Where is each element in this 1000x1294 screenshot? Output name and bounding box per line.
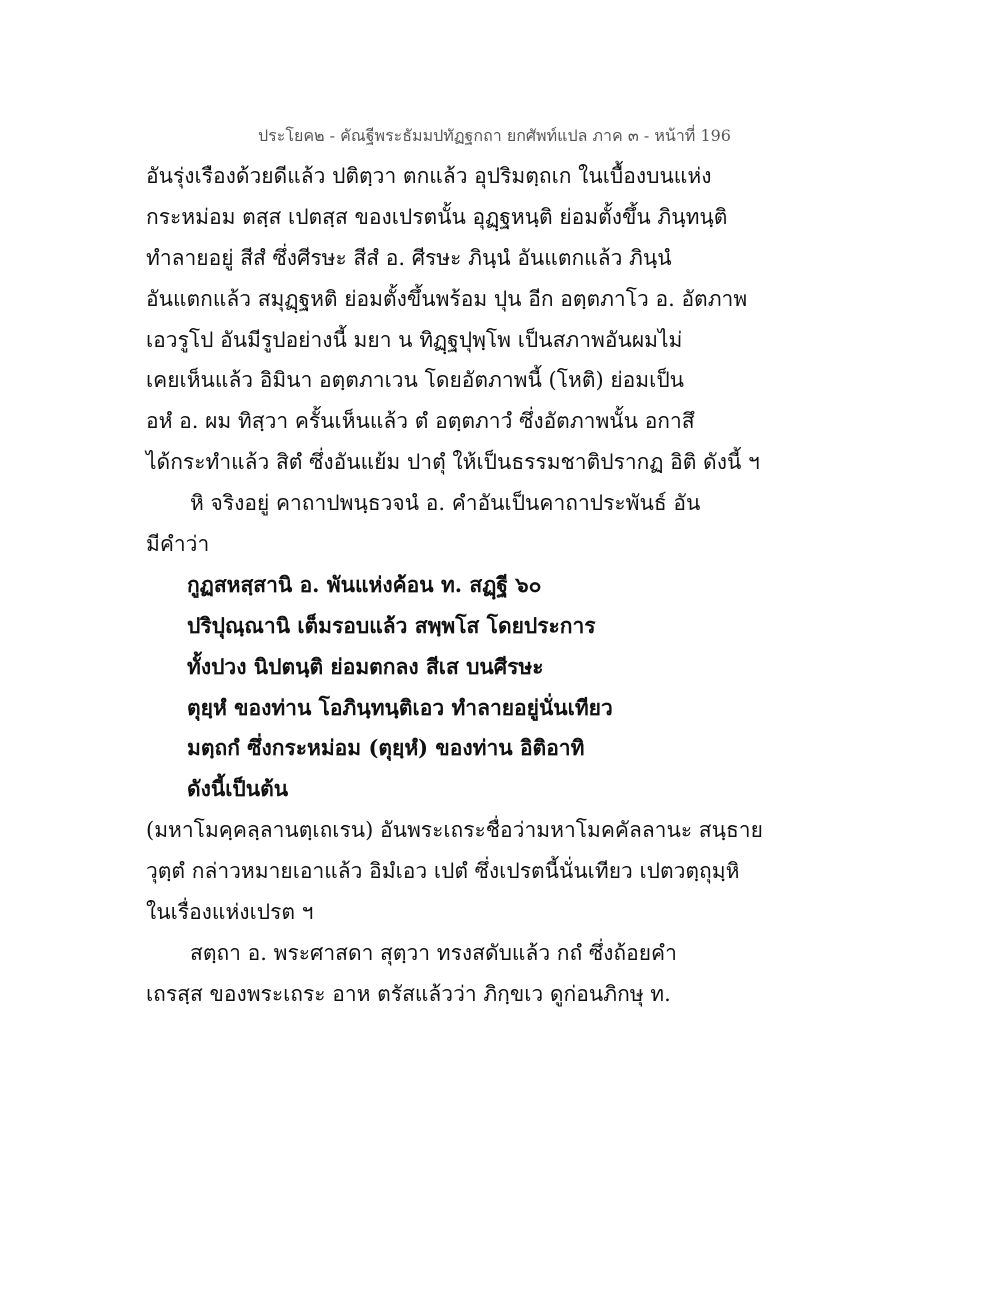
text-line: มีคำว่า	[146, 532, 210, 557]
verse-line: ตุยฺหํ ของท่าน โอภินฺทนฺติเอว ทำลายอยู่นั่นเทียว	[187, 694, 613, 720]
text-line: ในเรื่องแห่งเปรต ฯ	[146, 900, 314, 925]
body-text	[146, 156, 763, 1015]
verse-line: ดังนี้เป็นต้น	[187, 776, 289, 802]
text-line: กระหม่อม ตสฺส เปตสฺส ของเปรตนั้น อุฏฺฐหนฺติ ย่อมตั้งขึ้น ภินฺทนฺติ	[146, 204, 728, 229]
text-line: เอวรูโป อันมีรูปอย่างนี้ มยา น ทิฏฺฐปุพฺโพ เป็นสภาพอันผมไม่	[146, 327, 683, 352]
text-line-indented: สตฺถา อ. พระศาสดา สุตฺวา ทรงสดับแล้ว กถํ ซึ่งถ้อยคำ	[190, 940, 677, 965]
text-line: เคยเห็นแล้ว อิมินา อตฺตภาเวน โดยอัตภาพนี้ (โหติ) ย่อมเป็น	[146, 368, 685, 393]
verse-line: ทั้งปวง นิปตนฺติ ย่อมตกลง สีเส บนศีรษะ	[187, 653, 544, 679]
text-line: ทำลายอยู่ สีสํ ซึ่งศีรษะ สีสํ อ. ศีรษะ ภินฺนํ อันแตกแล้ว ภินฺนํ	[146, 245, 672, 270]
running-head: ประโยค๒ - คัณฐีพระธัมมปทัฏฐกถา ยกศัพท์แปล ภาค ๓ - หน้าที่ 196	[258, 126, 731, 145]
text-line: ได้กระทำแล้ว สิตํ ซึ่งอันแย้ม ปาตุํ ให้เป็นธรรมชาติปรากฏ อิติ ดังนี้ ฯ	[146, 450, 760, 475]
verse-line: กูฏสหสฺสานิ อ. พันแห่งค้อน ท. สฏฺฐี ๖๐	[187, 571, 542, 597]
text-line-indented: หิ จริงอยู่ คาถาปพนฺธวจนํ อ. คำอันเป็นคาถาประพันธ์ อัน	[190, 491, 701, 516]
verse-line: ปริปุณฺณานิ เต็มรอบแล้ว สพฺพโส โดยประการ	[187, 612, 596, 638]
text-line: อันแตกแล้ว สมุฏฺฐหติ ย่อมตั้งขึ้นพร้อม ปุน อีก อตฺตภาโว อ. อัตภาพ	[146, 286, 748, 311]
text-line: เถรสฺส ของพระเถระ อาห ตรัสแล้วว่า ภิกฺขเว ดูก่อนภิกษุ ท.	[146, 981, 671, 1006]
text-line: อันรุ่งเรืองด้วยดีแล้ว ปติตฺวา ตกแล้ว อุปริมตฺถเก ในเบื้องบนแห่ง	[146, 164, 712, 188]
text-line: (มหาโมคฺคลฺลานตฺเถเรน) อันพระเถระชื่อว่ามหาโมคคัลลานะ สนฺธาย	[146, 818, 763, 843]
verse-line: มตฺถกํ ซึ่งกระหม่อม (ตุยฺหํ) ของท่าน อิติอาทิ	[187, 735, 585, 761]
text-line: อหํ อ. ผม ทิสฺวา ครั้นเห็นแล้ว ตํ อตฺตภาวํ ซึ่งอัตภาพนั้น อกาสึ	[146, 409, 695, 434]
text-line: วุตฺตํ กล่าวหมายเอาแล้ว อิมํเอว เปตํ ซึ่งเปรตนี้นั่นเทียว เปตวตฺถุมฺหิ	[146, 859, 740, 884]
